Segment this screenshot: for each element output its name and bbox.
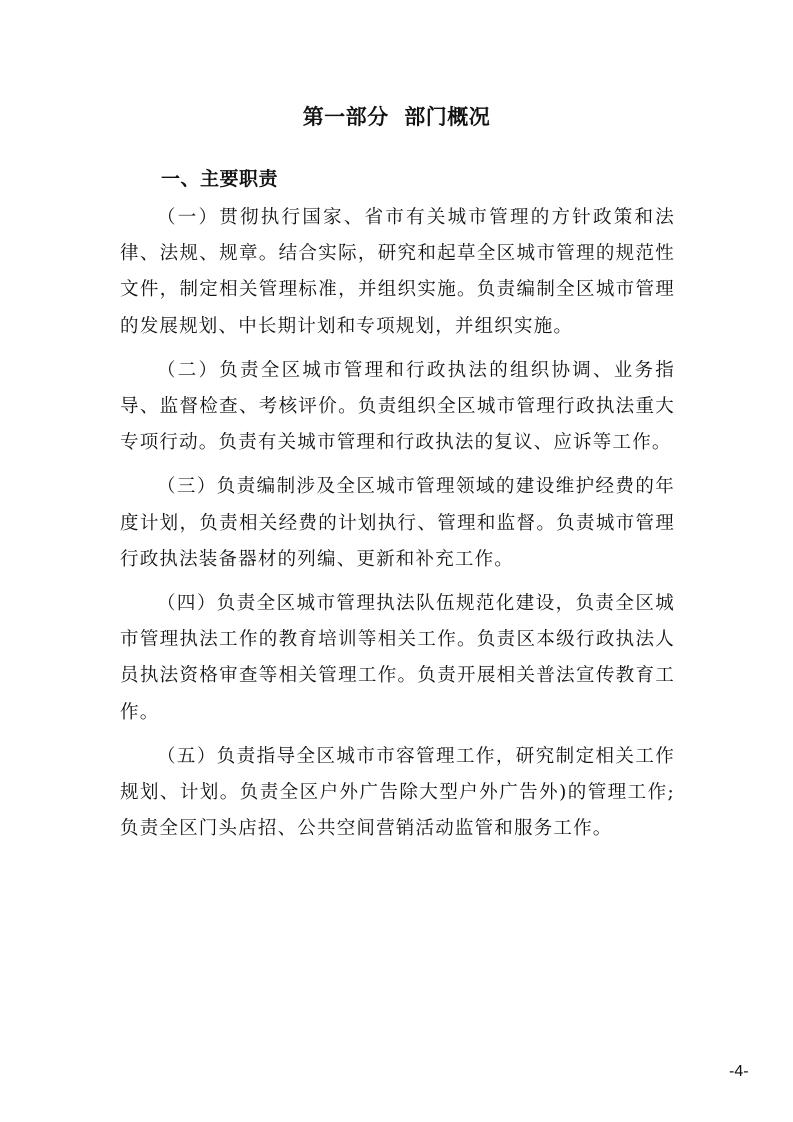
page-number: -4-: [729, 1063, 749, 1080]
paragraph-duty-1: （一）贯彻执行国家、省市有关城市管理的方针政策和法律、法规、规章。结合实际，研究和起草全区城市管理的规范性文件，制定相关管理标准，并组织实施。负责编制全区城市管理的发展规划、中长期计划和专项规划，并组织实施。: [120, 207, 675, 337]
section-heading: 一、主要职责: [161, 168, 279, 190]
document-body: [120, 200, 675, 855]
paragraph-duty-5: （五）负责指导全区城市市容管理工作，研究制定相关工作规划、计划。负责全区户外广告除大型户外广告外)的管理工作;负责全区门头店招、公共空间营销活动监管和服务工作。: [120, 745, 675, 840]
paragraph-duty-4: （四）负责全区城市管理执法队伍规范化建设，负责全区城市管理执法工作的教育培训等相关工作。负责区本级行政执法人员执法资格审查等相关管理工作。负责开展相关普法宣传教育工作。: [120, 593, 675, 723]
page-title: 第一部分 部门概况: [302, 105, 491, 129]
paragraph-duty-2: （二）负责全区城市管理和行政执法的组织协调、业务指导、监督检查、考核评价。负责组织全区城市管理行政执法重大专项行动。负责有关城市管理和行政执法的复议、应诉等工作。: [120, 359, 675, 454]
paragraph-duty-3: （三）负责编制涉及全区城市管理领域的建设维护经费的年度计划，负责相关经费的计划执行、管理和监督。负责城市管理行政执法装备器材的列编、更新和补充工作。: [120, 476, 675, 570]
